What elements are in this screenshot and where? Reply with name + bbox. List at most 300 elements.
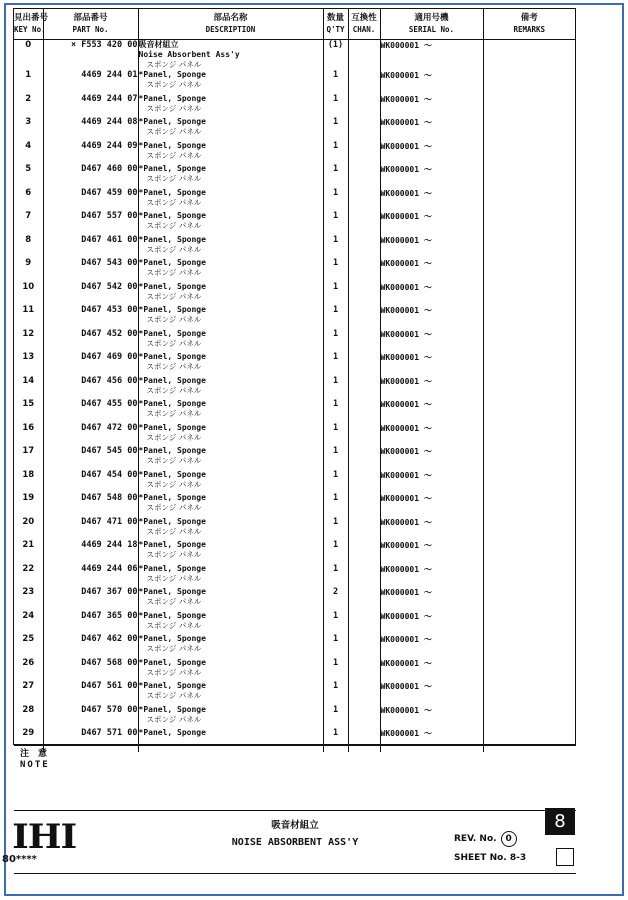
row-qty: 2 xyxy=(323,587,348,611)
row-chan xyxy=(348,681,380,705)
row-description xyxy=(138,517,323,541)
row-key: 17 xyxy=(22,446,35,456)
row-desc-line2: スポンジ パネル xyxy=(146,479,202,489)
row-qty: 1 xyxy=(323,611,348,635)
row-part-no: D467 543 00 xyxy=(43,258,138,282)
row-key: 21 xyxy=(22,540,35,550)
table-row xyxy=(14,587,575,611)
row-remarks xyxy=(483,141,575,165)
table-row xyxy=(14,258,575,282)
row-qty: 1 xyxy=(323,634,348,658)
row-description xyxy=(138,587,323,611)
row-chan xyxy=(348,376,380,400)
row-qty: 1 xyxy=(323,493,348,517)
row-serial: WK000001 ～ xyxy=(380,493,483,517)
row-part-no: 4469 244 18 xyxy=(43,540,138,564)
row-desc-line1: *Panel, Sponge xyxy=(138,704,206,714)
row-part-no: 4469 244 07 xyxy=(43,94,138,118)
row-remarks xyxy=(483,634,575,658)
row-desc-line2: スポンジ パネル xyxy=(146,573,202,583)
row-key: 18 xyxy=(22,469,35,480)
row-desc-line2: スポンジ パネル xyxy=(146,385,202,395)
row-remarks xyxy=(483,423,575,447)
row-chan xyxy=(348,188,380,212)
row-desc-line1: *Panel, Sponge xyxy=(138,610,206,620)
row-qty: 1 xyxy=(323,329,348,353)
row-serial: WK000001 ～ xyxy=(380,117,483,141)
row-key: 28 xyxy=(22,704,35,715)
row-part-no: D467 454 00 xyxy=(43,470,138,494)
row-desc-line1: *Panel, Sponge xyxy=(138,493,206,502)
col-header-key: 見出番号 KEY No. xyxy=(14,9,43,40)
row-qty: (1) xyxy=(323,40,348,71)
row-remarks xyxy=(483,376,575,400)
row-part-no: D467 557 00 xyxy=(43,211,138,235)
table-row xyxy=(14,305,575,329)
row-part-no: D467 365 00 xyxy=(43,611,138,635)
row-description xyxy=(138,117,323,141)
row-desc-line2: スポンジ パネル xyxy=(146,714,202,724)
row-serial: WK000001 ～ xyxy=(380,188,483,212)
row-desc-line2: スポンジ パネル xyxy=(146,315,202,324)
row-qty: 1 xyxy=(323,211,348,235)
row-desc-line1: *Panel, Sponge xyxy=(138,634,206,643)
row-description xyxy=(138,258,323,282)
row-desc-line2: スポンジ パネル xyxy=(146,432,202,442)
row-chan xyxy=(348,40,380,71)
row-desc-line1: *Panel, Sponge xyxy=(138,140,206,150)
note-section xyxy=(14,745,576,810)
row-part-no: 4469 244 08 xyxy=(43,117,138,141)
row-desc-line2: スポンジ パネル xyxy=(146,503,202,512)
row-remarks xyxy=(483,164,575,188)
row-remarks xyxy=(483,399,575,423)
row-part-no: D467 471 00 xyxy=(43,517,138,541)
table-row xyxy=(14,117,575,141)
table-row xyxy=(14,564,575,588)
row-remarks xyxy=(483,40,575,71)
row-remarks xyxy=(483,517,575,541)
row-description xyxy=(138,40,323,71)
table-row xyxy=(14,470,575,494)
row-remarks xyxy=(483,94,575,118)
row-desc-line1: *Panel, Sponge xyxy=(138,422,206,432)
row-serial: WK000001 ～ xyxy=(380,305,483,329)
table-row xyxy=(14,423,575,447)
row-qty: 1 xyxy=(323,423,348,447)
row-serial: WK000001 ～ xyxy=(380,540,483,564)
row-chan xyxy=(348,564,380,588)
parts-table xyxy=(14,9,575,752)
row-chan xyxy=(348,305,380,329)
row-qty: 1 xyxy=(323,282,348,306)
parts-table-body xyxy=(14,40,575,752)
row-qty: 1 xyxy=(323,540,348,564)
row-remarks xyxy=(483,70,575,94)
row-key: 15 xyxy=(22,399,35,409)
row-chan xyxy=(348,141,380,165)
row-description xyxy=(138,564,323,588)
table-row xyxy=(14,211,575,235)
title-block xyxy=(14,810,576,874)
row-desc-line2: Noise Absorbent Ass'y xyxy=(138,50,240,59)
row-part-no: D467 570 00 xyxy=(43,705,138,729)
row-desc-line1: *Panel, Sponge xyxy=(138,70,206,79)
row-part-no: × F553 420 00 xyxy=(43,40,138,71)
row-description xyxy=(138,611,323,635)
row-serial: WK000001 ～ xyxy=(380,211,483,235)
row-qty: 1 xyxy=(323,117,348,141)
row-key: 7 xyxy=(25,211,32,221)
row-qty: 1 xyxy=(323,470,348,494)
row-description xyxy=(138,164,323,188)
row-serial: WK000001 ～ xyxy=(380,329,483,353)
row-description xyxy=(138,211,323,235)
row-chan xyxy=(348,70,380,94)
row-part-no: D467 460 00 xyxy=(43,164,138,188)
section-tab: 8 xyxy=(545,808,575,835)
row-chan xyxy=(348,611,380,635)
row-serial: WK000001 ～ xyxy=(380,423,483,447)
row-desc-line1: *Panel, Sponge xyxy=(138,281,206,291)
row-chan xyxy=(348,282,380,306)
row-description xyxy=(138,423,323,447)
row-key: 4 xyxy=(25,140,32,151)
row-description xyxy=(138,188,323,212)
table-row xyxy=(14,329,575,353)
row-desc-line2: スポンジ パネル xyxy=(146,526,202,536)
row-part-no: D467 456 00 xyxy=(43,376,138,400)
row-qty: 1 xyxy=(323,70,348,94)
row-description xyxy=(138,329,323,353)
row-chan xyxy=(348,517,380,541)
row-serial: WK000001 ～ xyxy=(380,728,483,752)
row-remarks xyxy=(483,446,575,470)
row-qty: 1 xyxy=(323,141,348,165)
row-qty: 1 xyxy=(323,94,348,118)
row-remarks xyxy=(483,352,575,376)
row-chan xyxy=(348,658,380,682)
table-row xyxy=(14,658,575,682)
row-part-no: D467 462 00 xyxy=(43,634,138,658)
row-chan xyxy=(348,329,380,353)
row-chan xyxy=(348,352,380,376)
row-part-no: D467 367 00 xyxy=(43,587,138,611)
row-chan xyxy=(348,446,380,470)
note-label-en: NOTE xyxy=(20,760,50,770)
row-description xyxy=(138,681,323,705)
row-key: 16 xyxy=(22,422,35,433)
row-description xyxy=(138,235,323,259)
row-part-no: D467 568 00 xyxy=(43,658,138,682)
row-remarks xyxy=(483,329,575,353)
table-row xyxy=(14,681,575,705)
row-key: 0 xyxy=(25,40,32,50)
row-desc-line2: スポンジ パネル xyxy=(146,197,202,207)
row-chan xyxy=(348,587,380,611)
row-remarks xyxy=(483,681,575,705)
row-desc-line1: *Panel, Sponge xyxy=(138,117,206,126)
row-part-no: D467 459 00 xyxy=(43,188,138,212)
table-header-row xyxy=(14,9,575,40)
row-qty: 1 xyxy=(323,352,348,376)
row-remarks xyxy=(483,235,575,259)
row-desc-line2: スポンジ パネル xyxy=(146,174,202,183)
row-desc-line1: *Panel, Sponge xyxy=(138,399,206,408)
table-row xyxy=(14,446,575,470)
row-serial: WK000001 ～ xyxy=(380,258,483,282)
row-remarks xyxy=(483,305,575,329)
row-serial: WK000001 ～ xyxy=(380,564,483,588)
col-header-chan: 互換性 CHAN. xyxy=(348,9,380,40)
row-key: 6 xyxy=(25,187,32,198)
row-part-no: 4469 244 09 xyxy=(43,141,138,165)
row-part-no: D467 461 00 xyxy=(43,235,138,259)
row-qty: 1 xyxy=(323,564,348,588)
row-key: 12 xyxy=(22,328,35,339)
row-serial: WK000001 ～ xyxy=(380,164,483,188)
row-desc-line1: 吸音材組立 xyxy=(138,40,179,49)
row-qty: 1 xyxy=(323,258,348,282)
row-description xyxy=(138,399,323,423)
row-key: 20 xyxy=(22,516,35,527)
col-header-qty: 数量 Q'TY xyxy=(323,9,348,40)
sheet-value: 8-3 xyxy=(509,853,527,863)
row-serial: WK000001 ～ xyxy=(380,70,483,94)
table-row xyxy=(14,517,575,541)
row-desc-line1: *Panel, Sponge xyxy=(138,93,206,103)
row-remarks xyxy=(483,611,575,635)
row-qty: 1 xyxy=(323,188,348,212)
row-remarks xyxy=(483,564,575,588)
row-key: 29 xyxy=(22,728,35,738)
col-header-remarks: 備考 REMARKS xyxy=(483,9,575,40)
row-serial: WK000001 ～ xyxy=(380,376,483,400)
row-chan xyxy=(348,634,380,658)
row-part-no: D467 548 00 xyxy=(43,493,138,517)
table-row xyxy=(14,352,575,376)
row-key: 26 xyxy=(22,657,35,668)
row-serial: WK000001 ～ xyxy=(380,282,483,306)
row-part-no: D467 561 00 xyxy=(43,681,138,705)
row-desc-line1: *Panel, Sponge xyxy=(138,469,206,479)
row-qty: 1 xyxy=(323,305,348,329)
row-key: 23 xyxy=(22,587,35,597)
row-desc-line1: *Panel, Sponge xyxy=(138,187,206,197)
row-desc-line2: スポンジ パネル xyxy=(146,362,202,371)
row-serial: WK000001 ～ xyxy=(380,517,483,541)
row-desc-line2: スポンジ パネル xyxy=(146,244,202,254)
row-remarks xyxy=(483,117,575,141)
row-key: 8 xyxy=(25,234,32,245)
row-desc-line2: スポンジ パネル xyxy=(146,644,202,653)
row-desc-line1: *Panel, Sponge xyxy=(138,164,206,173)
row-desc-line2: スポンジ パネル xyxy=(146,150,202,160)
row-desc-line2: スポンジ パネル xyxy=(146,691,202,700)
row-description xyxy=(138,282,323,306)
table-row xyxy=(14,141,575,165)
row-desc-line1: *Panel, Sponge xyxy=(138,516,206,526)
row-remarks xyxy=(483,188,575,212)
row-chan xyxy=(348,540,380,564)
row-key: 10 xyxy=(22,281,35,292)
row-remarks xyxy=(483,493,575,517)
row-part-no: D467 469 00 xyxy=(43,352,138,376)
row-part-no: D467 542 00 xyxy=(43,282,138,306)
row-serial: WK000001 ～ xyxy=(380,94,483,118)
row-remarks xyxy=(483,470,575,494)
drawing-number: 80**** xyxy=(2,854,37,865)
row-part-no: D467 455 00 xyxy=(43,399,138,423)
table-row xyxy=(14,399,575,423)
row-serial: WK000001 ～ xyxy=(380,141,483,165)
row-part-no: D467 452 00 xyxy=(43,329,138,353)
row-desc-line1: *Panel, Sponge xyxy=(138,657,206,667)
row-qty: 1 xyxy=(323,681,348,705)
row-description xyxy=(138,70,323,94)
row-qty: 1 xyxy=(323,705,348,729)
row-serial: WK000001 ～ xyxy=(380,352,483,376)
row-key: 19 xyxy=(22,493,35,503)
row-chan xyxy=(348,94,380,118)
row-desc-line1: *Panel, Sponge xyxy=(138,540,206,549)
row-serial: WK000001 ～ xyxy=(380,399,483,423)
table-row xyxy=(14,40,575,71)
table-row xyxy=(14,164,575,188)
row-chan xyxy=(348,258,380,282)
table-row xyxy=(14,94,575,118)
check-box xyxy=(556,848,574,866)
row-chan xyxy=(348,399,380,423)
assembly-title-en: NOISE ABSORBENT ASS'Y xyxy=(231,837,359,848)
row-desc-line1: *Panel, Sponge xyxy=(138,446,206,455)
row-part-no: D467 453 00 xyxy=(43,305,138,329)
table-row xyxy=(14,493,575,517)
row-desc-line1: *Panel, Sponge xyxy=(138,211,206,220)
row-desc-line1: *Panel, Sponge xyxy=(138,563,206,573)
row-description xyxy=(138,352,323,376)
row-desc-line1: *Panel, Sponge xyxy=(138,681,206,690)
row-key: 3 xyxy=(25,117,32,127)
row-desc-line2: スポンジ パネル xyxy=(146,103,202,113)
row-description xyxy=(138,705,323,729)
row-serial: WK000001 ～ xyxy=(380,470,483,494)
row-remarks xyxy=(483,282,575,306)
row-chan xyxy=(348,235,380,259)
row-remarks xyxy=(483,705,575,729)
row-remarks xyxy=(483,658,575,682)
row-description xyxy=(138,94,323,118)
row-key: 24 xyxy=(22,610,35,621)
row-desc-line2: スポンジ パネル xyxy=(146,409,202,418)
row-part-no: 4469 244 06 xyxy=(43,564,138,588)
table-row xyxy=(14,634,575,658)
row-description xyxy=(138,493,323,517)
row-description xyxy=(138,634,323,658)
row-chan xyxy=(348,117,380,141)
sheet-number: SHEET No. 8-3 xyxy=(454,853,527,863)
row-desc-line2: スポンジ パネル xyxy=(146,620,202,630)
row-desc-line1: *Panel, Sponge xyxy=(138,305,206,314)
row-desc-line2: スポンジ パネル xyxy=(146,291,202,301)
row-key: 22 xyxy=(22,563,35,574)
row-qty: 1 xyxy=(323,376,348,400)
row-chan xyxy=(348,164,380,188)
row-part-no: 4469 244 01 xyxy=(43,70,138,94)
row-remarks xyxy=(483,258,575,282)
note-label-jp: 注 意 xyxy=(20,749,48,759)
row-key: 14 xyxy=(22,375,35,386)
row-remarks xyxy=(483,540,575,564)
row-part-no: D467 545 00 xyxy=(43,446,138,470)
col-header-description: 部品名称 DESCRIPTION xyxy=(138,9,323,40)
row-qty: 1 xyxy=(323,235,348,259)
table-row xyxy=(14,70,575,94)
row-description xyxy=(138,446,323,470)
table-row xyxy=(14,235,575,259)
row-serial: WK000001 ～ xyxy=(380,611,483,635)
row-key: 11 xyxy=(22,305,35,315)
row-desc-line1: *Panel, Sponge xyxy=(138,258,206,267)
row-key: 2 xyxy=(25,93,32,104)
col-header-serial: 適用号機 SERIAL No. xyxy=(380,9,483,40)
row-desc-line2: スポンジ パネル xyxy=(146,268,202,277)
row-desc-line1: *Panel, Sponge xyxy=(138,234,206,244)
row-desc-line1: *Panel, Sponge xyxy=(138,352,206,361)
row-description xyxy=(138,376,323,400)
row-key: 1 xyxy=(25,70,32,80)
row-qty: 1 xyxy=(323,446,348,470)
row-chan xyxy=(348,705,380,729)
row-desc-line2: スポンジ パネル xyxy=(146,667,202,677)
row-chan xyxy=(348,493,380,517)
row-desc-line1: *Panel, Sponge xyxy=(138,328,206,338)
row-desc-line2: スポンジ パネル xyxy=(146,597,202,606)
row-desc-line2: スポンジ パネル xyxy=(146,80,202,89)
row-description xyxy=(138,658,323,682)
row-key: 27 xyxy=(22,681,35,691)
row-serial: WK000001 ～ xyxy=(380,658,483,682)
row-desc-line1: *Panel, Sponge xyxy=(138,587,206,596)
row-qty: 1 xyxy=(323,658,348,682)
table-row xyxy=(14,540,575,564)
row-qty: 1 xyxy=(323,728,348,752)
table-row xyxy=(14,705,575,729)
row-serial: WK000001 ～ xyxy=(380,446,483,470)
row-chan xyxy=(348,470,380,494)
row-description xyxy=(138,470,323,494)
revision-value: 0 xyxy=(501,831,517,847)
row-serial: WK000001 ～ xyxy=(380,587,483,611)
table-row xyxy=(14,188,575,212)
assembly-title-jp: 吸音材組立 xyxy=(271,820,319,831)
row-key: 5 xyxy=(25,164,32,174)
row-qty: 1 xyxy=(323,399,348,423)
row-desc-line2: スポンジ パネル xyxy=(146,221,202,230)
row-description xyxy=(138,540,323,564)
row-desc-line1: *Panel, Sponge xyxy=(138,375,206,385)
revision-number: REV. No. 0 xyxy=(454,831,517,847)
table-row xyxy=(14,282,575,306)
row-qty: 1 xyxy=(323,164,348,188)
row-desc-line3: スポンジ パネル xyxy=(146,60,202,69)
row-desc-line2: スポンジ パネル xyxy=(146,338,202,348)
row-serial: WK000001 ～ xyxy=(380,681,483,705)
row-qty: 1 xyxy=(323,517,348,541)
row-remarks xyxy=(483,211,575,235)
row-chan xyxy=(348,423,380,447)
row-description xyxy=(138,141,323,165)
